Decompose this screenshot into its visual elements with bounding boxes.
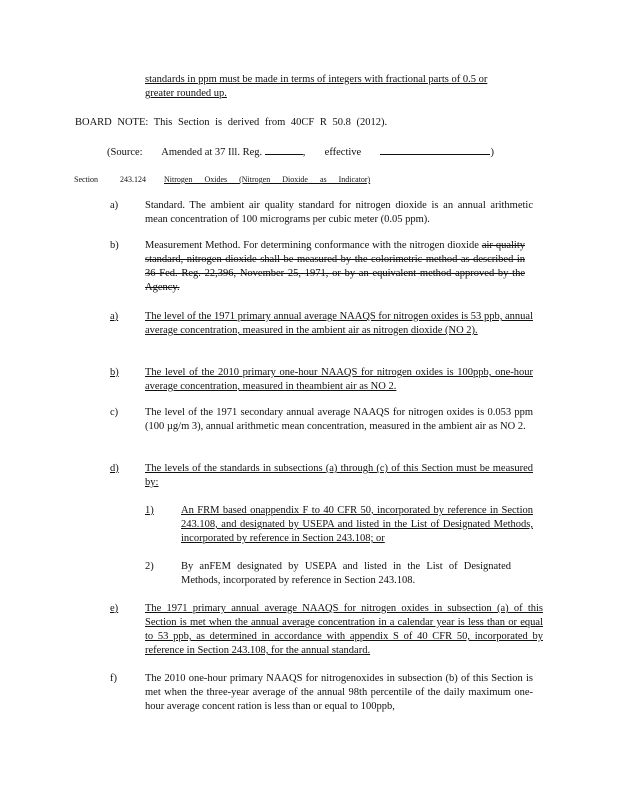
item-text-measured-by: The levels of the standards in subsections (a) through (c) of this Section must be measured by: (145, 463, 533, 488)
section-heading (74, 173, 414, 187)
effective-date-blank (380, 144, 490, 155)
subitem-text-fem: By anFEM designated by USEPA and listed in the List of Designated Methods, incorporated by reference in Section 243.108. (181, 561, 511, 586)
item-text-2010-primary: The level of the 2010 primary one-hour NAAQS for nitrogen oxides is 100ppb, one-hour average concentration, measured in theambient air as NO 2. (145, 367, 533, 392)
section-number: 243.124 (120, 175, 146, 184)
item-text-1971-secondary: The level of the 1971 secondary annual average NAAQS for nitrogen oxides is 0.053 ppm (100 µg/m 3), annual arithmetic mean concentration, measured in the ambient air as NO 2. (145, 407, 533, 432)
item-text-standard: Standard. The ambient air quality standard for nitrogen dioxide is an annual arithmetic mean concentration of 100 micrograms per cubic meter (0.05 ppm). (145, 200, 533, 225)
item-label: f) (110, 673, 117, 684)
item-label: c) (110, 407, 119, 418)
register-page-blank (265, 144, 303, 155)
section-label: Section (74, 175, 98, 184)
subitem-label: 1) (145, 505, 154, 516)
source-amended: Amended at 37 Ill. Reg. (161, 147, 263, 158)
measurement-text-struck: air quality standard, nitrogen dioxide shall be measured by the colorimetric method as described in 36 Fed. Reg. 22,396, November 25, 1971, or by an equivalent method approved by the Agency. (145, 240, 525, 293)
item-text-measurement (145, 239, 525, 295)
item-label: b) (110, 240, 119, 251)
board-note: BOARD NOTE: This Section is derived from 40CF R 50.8 (2012). (75, 117, 388, 128)
subitem-label: 2) (145, 561, 154, 572)
section-title: Nitrogen Oxides (Nitrogen Dioxide as Indicator) (164, 175, 371, 184)
source-line (107, 144, 547, 160)
measurement-text-plain: Measurement Method. For determining conformance with the nitrogen dioxide (145, 240, 479, 251)
intro-line-2: greater rounded up. (145, 88, 227, 99)
source-effective: effective (324, 147, 362, 158)
item-label: d) (110, 463, 119, 474)
intro-line-1: standards in ppm must be made in terms of integers with fractional parts of 0.5 or (145, 74, 488, 85)
item-label: a) (110, 200, 119, 211)
source-prefix: (Source: (107, 147, 143, 158)
item-label: e) (110, 603, 119, 614)
item-label: a) (110, 311, 119, 322)
subitem-text-frm: An FRM based onappendix F to 40 CFR 50, incorporated by reference in Section 243.108, and designated by USEPA and listed in the List of Designated Methods, incorporated by reference in Section 243.108; or (181, 505, 533, 544)
source-close: ) (490, 147, 494, 158)
item-text-1971-primary: The level of the 1971 primary annual average NAAQS for nitrogen oxides is 53 ppb, annual average concentration, measured in the ambient air as nitrogen dioxide (NO 2). (145, 311, 533, 336)
item-text-1971-met: The 1971 primary annual average NAAQS for nitrogen oxides in subsection (a) of this Section is met when the annual average concentration in a calendar year is less than or equal to 53 ppb, as determined in accordance with appendix S of 40 CFR 50, incorporated by reference in Section 243.108, for the annual standard. (145, 603, 543, 656)
item-label: b) (110, 367, 119, 378)
item-text-2010-met: The 2010 one-hour primary NAAQS for nitrogenoxides in subsection (b) of this Section is met when the three-year average of the annual 98th percentile of the daily maximum one-hour average concent ration is less than or equal to 100ppb, (145, 673, 533, 712)
source-comma: , (302, 147, 306, 158)
